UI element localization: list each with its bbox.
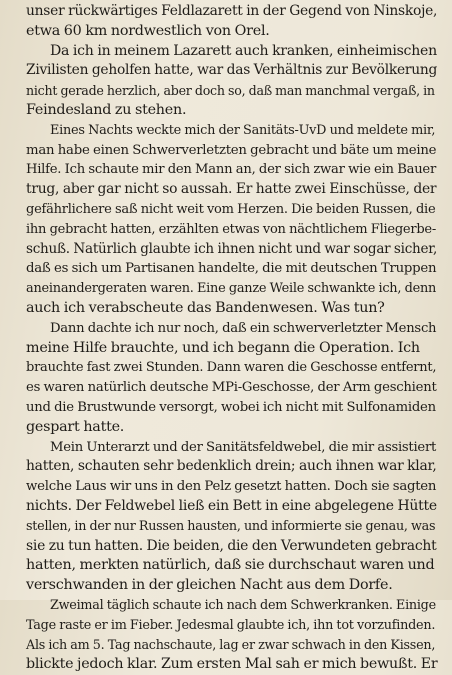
book-page (26, 0, 446, 673)
text-line: gefährlichere saß nicht weit vom Herzen. Die beiden Russen, die (26, 201, 436, 217)
text-line: Tage raste er im Fieber. Jedesmal glaubte ich, ihn tot vorzufinden. (26, 617, 436, 633)
text-line: nichts. Der Feldwebel ließ ein Bett in eine abgelegene Hütte (26, 497, 437, 514)
text-line: brauchte fast zwei Stunden. Dann waren die Geschosse entfernt, (26, 360, 437, 376)
text-line: es waren natürlich deutsche MPi-Geschosse, der Arm geschient (26, 380, 437, 396)
text-line: Zivilisten geholfen hatte, war das Verhältnis zur Bevölkerung (26, 62, 438, 79)
text-line: welche Laus wir uns in den Pelz gesetzt hatten. Doch sie sagten (26, 479, 437, 495)
text-line: trug, aber gar nicht so aussah. Er hatte zwei Einschüsse, der (26, 181, 437, 198)
text-line: nicht gerade herzlich, aber doch so, daß man manchmal vergaß, in (26, 83, 435, 99)
text-line: auch ich verabscheute das Bandenwesen. Was tun? (26, 299, 385, 316)
text-line: Feindesland zu stehen. (26, 101, 187, 118)
text-line: Eines Nachts weckte mich der Sanitäts-UvD und meldete mir, (50, 122, 436, 138)
text-line: Da ich in meinem Lazarett auch kranken, einheimischen (50, 42, 437, 59)
text-line: Hilfe. Ich schaute mir den Mann an, der sich zwar wie ein Bauer (26, 162, 436, 178)
text-line: sie zu tun hatten. Die beiden, die den Verwundeten gebracht (26, 537, 437, 554)
text-line: blickte jedoch klar. Zum ersten Mal sah er mich bewußt. Er (26, 656, 438, 673)
text-line: hatten, schauten sehr bedenklich drein; auch ihnen war klar, (26, 458, 437, 475)
text-line: verschwanden in der gleichen Nacht aus dem Dorfe. (26, 577, 393, 594)
text-line: man habe einen Schwerverletzten gebracht und bäte um meine (26, 142, 437, 158)
text-line: gespart hatte. (26, 418, 125, 435)
text-line: meine Hilfe brauchte, und ich begann die Operation. Ich (26, 339, 420, 356)
text-line: stellen, in der nur Russen hausten, und informierte sie genau, was (26, 518, 436, 534)
text-line: ihn gebracht hatten, erzählten etwas von nächtlichem Fliegerbe- (26, 221, 437, 237)
text-line: Als ich am 5. Tag nachschaute, lag er zwar schwach in den Kissen, (26, 637, 436, 653)
text-line: Mein Unterarzt und der Sanitätsfeldwebel, die mir assistiert (50, 439, 437, 455)
text-line: unser rückwärtiges Feldlazarett in der Gegend von Ninskoje, (26, 3, 438, 19)
text-line: Dann dachte ich nur noch, daß ein schwerverletzter Mensch (50, 320, 437, 336)
text-line: hatten, merkten natürlich, daß sie durchschaut waren und (26, 557, 435, 574)
text-line: schuß. Natürlich glaubte ich ihnen nicht und war sogar sicher, (26, 240, 438, 257)
text-line: aneinandergeraten waren. Eine ganze Weile schwankte ich, denn (26, 281, 437, 297)
text-line: etwa 60 km nordwestlich von Orel. (26, 22, 270, 39)
text-line: Zweimal täglich schaute ich nach dem Schwerkranken. Einige (50, 597, 436, 613)
text-line: daß es sich um Partisanen handelte, die mit deutschen Truppen (26, 261, 437, 277)
text-line: und die Brustwunde versorgt, wobei ich nicht mit Sulfonamiden (26, 399, 436, 415)
